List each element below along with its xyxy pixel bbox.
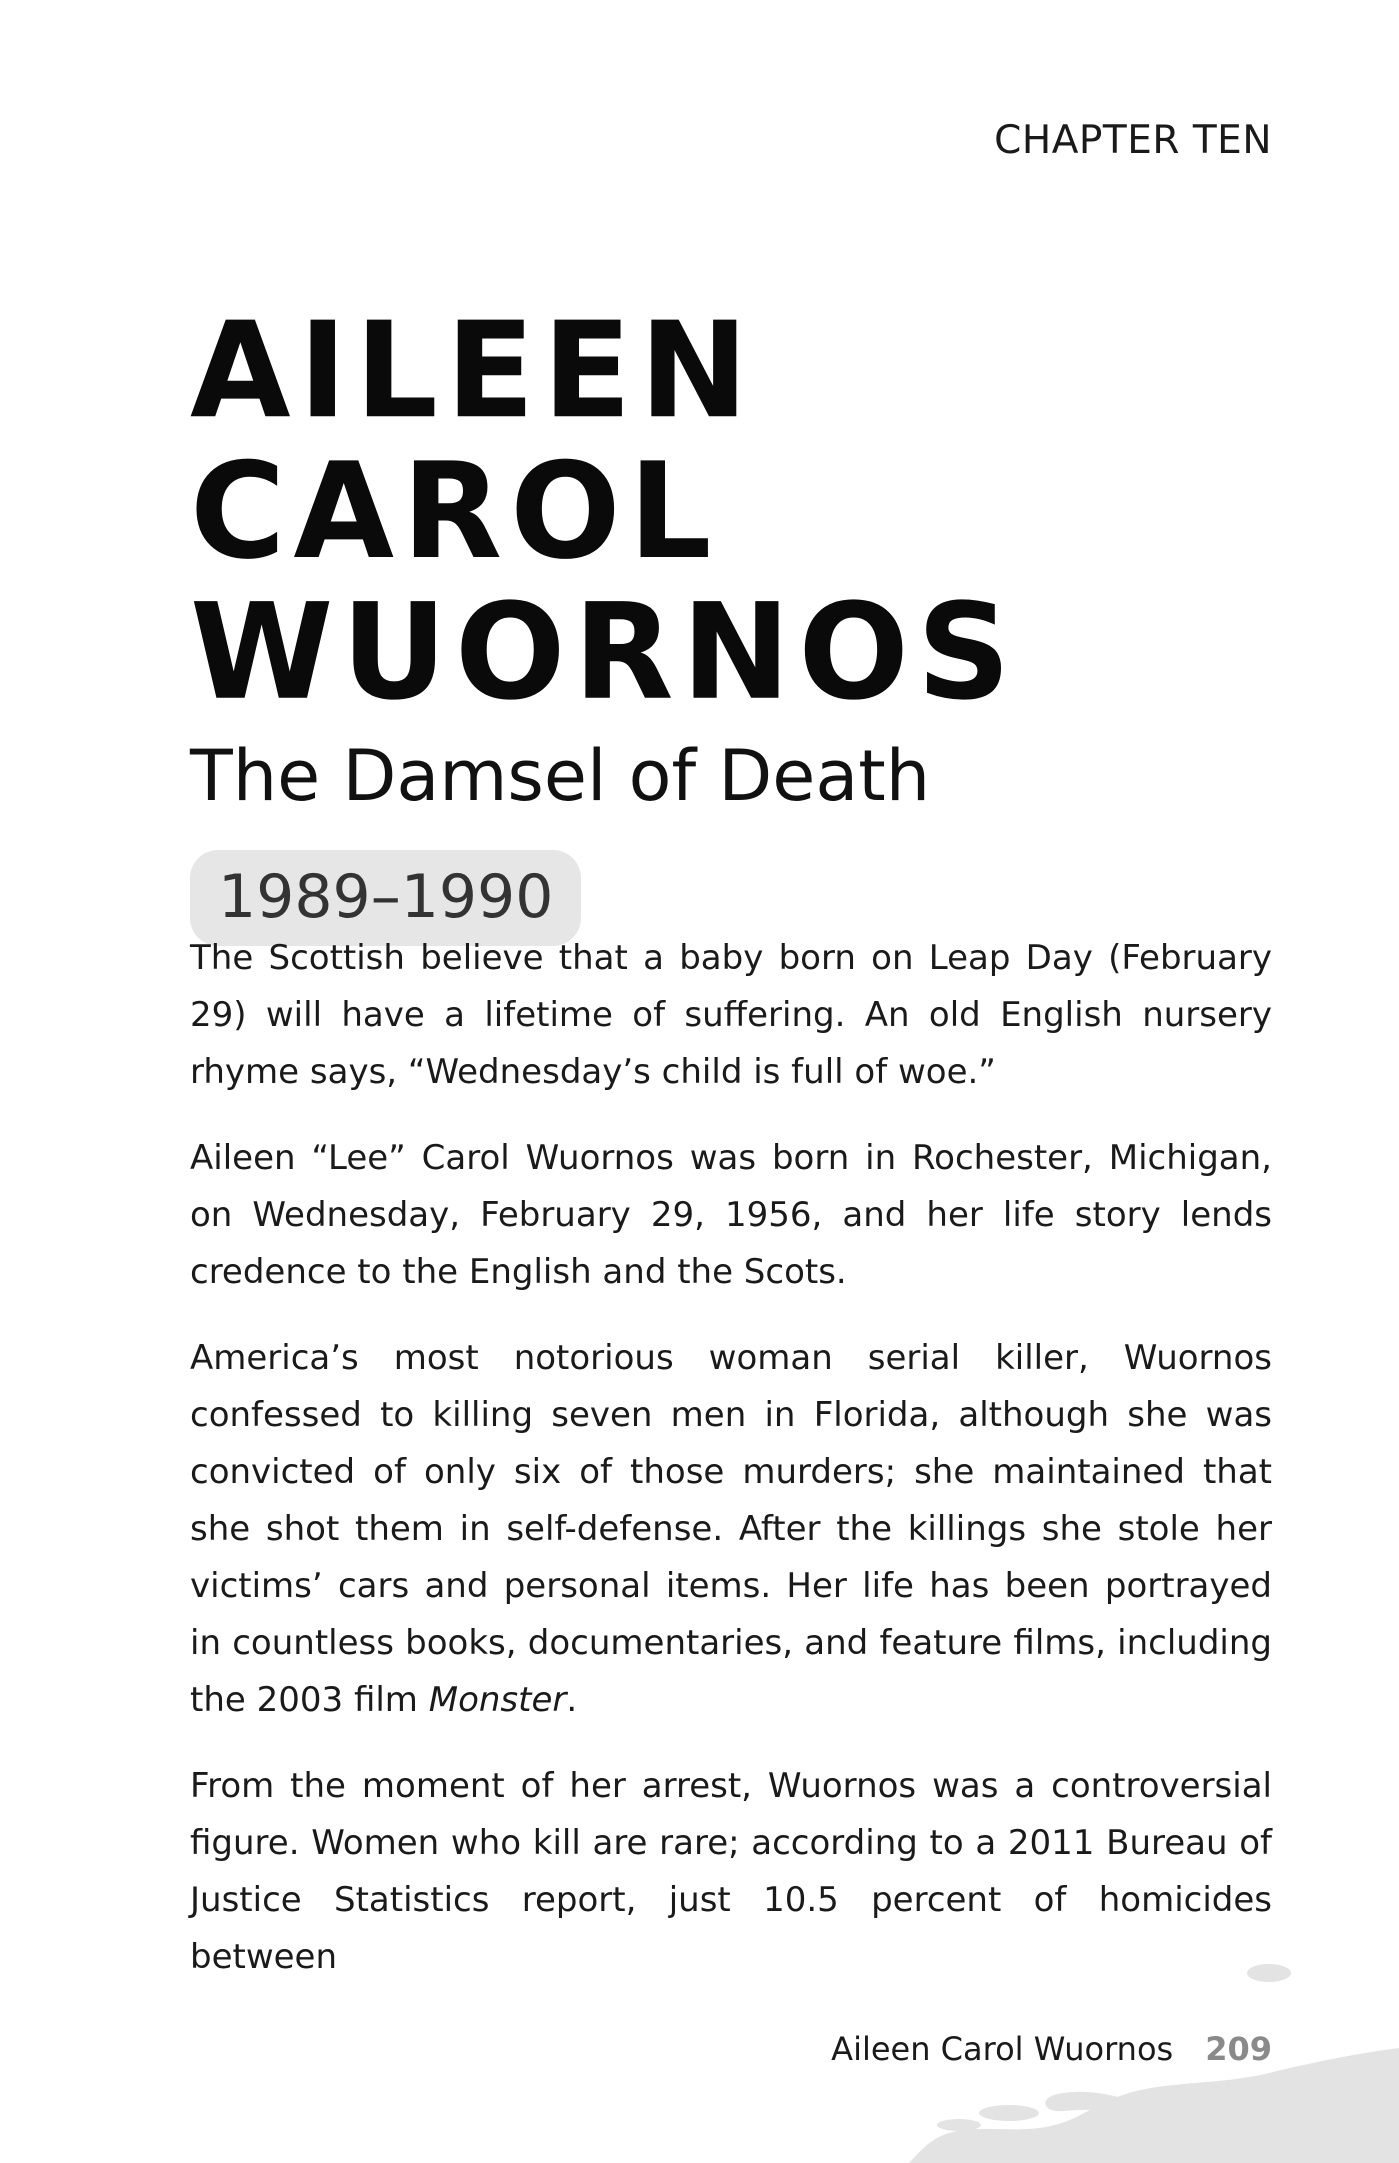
paragraph-4: From the moment of her arrest, Wuornos was a controversial figure. Women who kill are rare; according to a 2011 Bureau of Justice Statistics report, just 10.5 percent of homicides between (190, 1766, 1272, 1977)
paragraph-3 (190, 1330, 1272, 1729)
paragraph-3-text: America’s most notorious woman serial killer, Wuornos confessed to killing seven men in Florida, although she was convicted of only six of those murders; she maintained that she shot them in self-defense. After the killings she stole her victims’ cars and personal items. Her life has been portrayed in countless books, documentaries, and feature films, including the 2003 film (190, 1338, 1272, 1720)
paragraph-3-end: . (566, 1680, 578, 1720)
film-title: Monster (428, 1680, 567, 1720)
running-title: Aileen Carol Wuornos (831, 2030, 1174, 2068)
page-number: 209 (1205, 2030, 1272, 2068)
title-block (190, 292, 1270, 946)
page-footer (831, 2030, 1272, 2068)
date-range-badge: 1989–1990 (190, 850, 581, 946)
chapter-label: CHAPTER TEN (994, 118, 1272, 163)
paragraph-1: The Scottish believe that a baby born on Leap Day (February 29) will have a lifetime of suffering. An old English nursery rhyme says, “Wednesday’s child is full of woe.” (190, 938, 1272, 1092)
paragraph-2: Aileen “Lee” Carol Wuornos was born in Rochester, Michigan, on Wednesday, February 29, 1956, and her life story lends credence to the English and the Scots. (190, 1138, 1272, 1292)
body-text (190, 930, 1272, 2015)
chapter-title: AILEEN CAROL WUORNOS (190, 292, 1019, 730)
chapter-subtitle: The Damsel of Death (190, 735, 931, 817)
